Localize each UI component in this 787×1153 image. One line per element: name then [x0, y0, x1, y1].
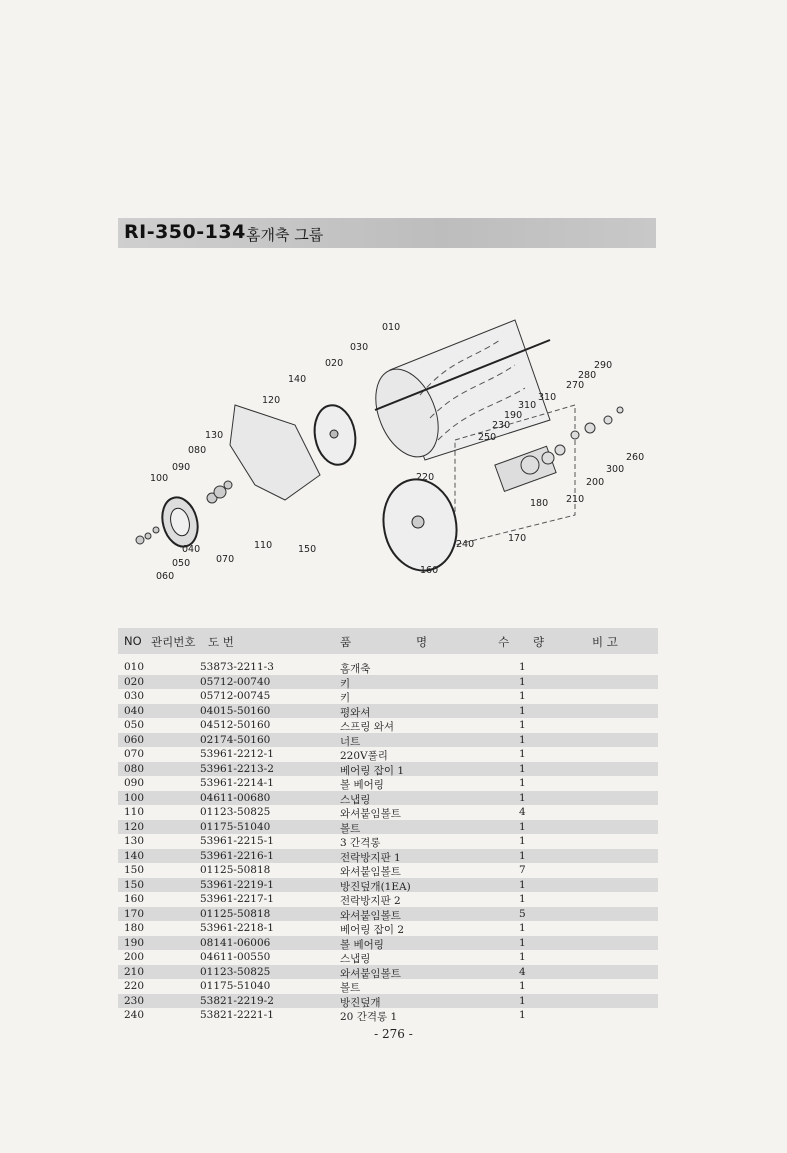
row-drawing-number: 01123-50825 [200, 965, 271, 978]
section-title-bar [118, 218, 656, 248]
disc-plate-160 [375, 473, 465, 578]
table-row [118, 950, 658, 965]
table-row [118, 907, 658, 922]
table-row [118, 892, 658, 907]
row-quantity: 1 [519, 690, 526, 702]
row-no: 060 [124, 733, 145, 746]
row-drawing-number: 01123-50825 [200, 806, 271, 818]
row-drawing-number: 01125-50818 [200, 864, 271, 876]
row-no: 110 [124, 806, 145, 818]
parts-table [118, 660, 658, 1023]
table-row [118, 1008, 658, 1023]
header-qty-2: 량 [533, 635, 545, 649]
row-part-name: 베어링 잡이 1 [340, 764, 405, 777]
row-quantity: 1 [519, 835, 526, 847]
svg-text:300: 300 [606, 464, 625, 475]
svg-text:210: 210 [566, 494, 585, 505]
svg-text:270: 270 [566, 380, 585, 391]
row-part-name: 스냅링 [340, 953, 371, 965]
row-no: 140 [124, 849, 145, 862]
row-no: 230 [124, 994, 145, 1007]
row-drawing-number: 53961-2217-1 [200, 893, 274, 905]
table-row [118, 849, 658, 864]
svg-text:010: 010 [382, 322, 401, 333]
row-no: 030 [124, 690, 145, 702]
row-no: 150 [124, 864, 145, 876]
header-mgmt-number: 관리번호 [151, 635, 196, 649]
row-part-name: 20 간격롱 1 [340, 1011, 398, 1023]
row-no: 070 [124, 748, 145, 760]
table-row [118, 979, 658, 994]
svg-text:050: 050 [172, 558, 191, 569]
row-no: 130 [124, 835, 145, 847]
row-no: 190 [124, 936, 145, 949]
row-quantity: 1 [519, 936, 526, 949]
exploded-parts-diagram [120, 300, 650, 590]
row-part-name: 전락방지판 1 [340, 851, 401, 864]
row-drawing-number: 53821-2221-1 [200, 1009, 274, 1021]
svg-text:310: 310 [538, 392, 557, 403]
row-drawing-number: 53961-2214-1 [200, 777, 274, 789]
page-number: - 276 - [374, 1027, 413, 1041]
row-no: 010 [124, 661, 145, 673]
row-drawing-number: 04512-50160 [200, 719, 271, 731]
svg-text:070: 070 [216, 554, 235, 565]
row-quantity: 1 [519, 704, 526, 717]
svg-text:130: 130 [205, 430, 224, 441]
table-row [118, 863, 658, 878]
row-quantity: 1 [519, 777, 526, 789]
row-no: 200 [124, 951, 145, 963]
group-name: 홈개축 그룹 [246, 226, 324, 244]
row-part-name: 볼트 [340, 822, 361, 835]
row-no: 240 [124, 1009, 145, 1021]
row-quantity: 1 [519, 994, 526, 1007]
table-row [118, 878, 658, 893]
row-part-name: 220V풀리 [340, 750, 388, 762]
svg-text:090: 090 [172, 462, 191, 473]
row-drawing-number: 02174-50160 [200, 733, 271, 746]
svg-text:080: 080 [188, 445, 207, 456]
row-quantity: 1 [519, 951, 526, 963]
header-qty: 수 [498, 635, 510, 649]
row-quantity: 1 [519, 820, 526, 833]
row-part-name: 와셔붙임볼트 [340, 866, 401, 878]
svg-text:250: 250 [478, 432, 497, 443]
row-part-name: 전락방지판 2 [340, 895, 401, 907]
table-row [118, 820, 658, 835]
row-quantity: 1 [519, 849, 526, 862]
table-row [118, 733, 658, 748]
row-part-name: 키 [340, 677, 351, 690]
svg-text:230: 230 [492, 420, 511, 431]
row-quantity: 1 [519, 661, 526, 673]
row-quantity: 7 [519, 864, 526, 876]
header-no: NO [124, 634, 142, 648]
table-row [118, 791, 658, 806]
row-part-name: 스냅링 [340, 793, 371, 806]
row-part-name: 볼 베어링 [340, 779, 384, 791]
table-row [118, 762, 658, 777]
row-drawing-number: 04611-00550 [200, 951, 271, 963]
row-part-name: 홈개축 [340, 663, 371, 675]
svg-text:140: 140 [288, 374, 307, 385]
svg-text:240: 240 [456, 539, 475, 550]
left-housing [230, 405, 320, 500]
row-drawing-number: 53873-2211-3 [200, 661, 274, 673]
svg-text:260: 260 [626, 452, 645, 463]
row-drawing-number: 08141-06006 [200, 936, 271, 949]
svg-text:160: 160 [420, 565, 439, 576]
group-code: RI-350-134 [124, 221, 246, 243]
row-part-name: 와셔붙임볼트 [340, 808, 401, 820]
row-no: 210 [124, 965, 145, 978]
pulley-070 [157, 493, 203, 550]
row-quantity: 1 [519, 1009, 526, 1021]
header-drawing-number: 도 번 [208, 635, 234, 649]
row-part-name: 와셔붙임볼트 [340, 967, 401, 980]
row-part-name: 볼 베어링 [340, 938, 384, 951]
row-drawing-number: 53821-2219-2 [200, 994, 274, 1007]
row-quantity: 4 [519, 965, 526, 978]
row-drawing-number: 53961-2218-1 [200, 922, 274, 934]
svg-text:120: 120 [262, 395, 281, 406]
row-part-name: 방진덮개(1EA) [340, 880, 411, 893]
row-drawing-number: 53961-2219-1 [200, 878, 274, 891]
row-quantity: 1 [519, 733, 526, 746]
svg-text:150: 150 [298, 544, 317, 555]
row-part-name: 볼트 [340, 982, 361, 994]
row-drawing-number: 53961-2216-1 [200, 849, 274, 862]
table-row [118, 921, 658, 936]
svg-text:030: 030 [350, 342, 369, 353]
svg-text:020: 020 [325, 358, 344, 369]
row-part-name: 방진덮개 [340, 996, 381, 1009]
row-quantity: 1 [519, 922, 526, 934]
row-drawing-number: 04611-00680 [200, 791, 271, 804]
table-row [118, 805, 658, 820]
row-drawing-number: 01175-51040 [200, 980, 271, 992]
row-part-name: 베어링 잡이 2 [340, 924, 405, 936]
table-row [118, 718, 658, 733]
row-drawing-number: 53961-2215-1 [200, 835, 274, 847]
svg-text:280: 280 [578, 370, 597, 381]
header-name: 명 [416, 635, 428, 649]
row-part-name: 3 간격롱 [340, 837, 381, 849]
row-quantity: 1 [519, 893, 526, 905]
row-drawing-number: 53961-2213-2 [200, 762, 274, 775]
row-drawing-number: 05712-00740 [200, 675, 271, 688]
row-quantity: 1 [519, 878, 526, 891]
row-drawing-number: 05712-00745 [200, 690, 271, 702]
row-part-name: 키 [340, 692, 351, 704]
row-drawing-number: 53961-2212-1 [200, 748, 274, 760]
row-part-name: 평와셔 [340, 706, 371, 719]
table-row [118, 965, 658, 980]
row-quantity: 4 [519, 806, 526, 818]
row-no: 160 [124, 893, 145, 905]
row-no: 180 [124, 922, 145, 934]
header-part: 품 [340, 635, 352, 649]
row-drawing-number: 01125-50818 [200, 907, 271, 920]
row-drawing-number: 01175-51040 [200, 820, 271, 833]
table-row [118, 834, 658, 849]
table-row [118, 675, 658, 690]
row-quantity: 5 [519, 907, 526, 920]
table-row [118, 747, 658, 762]
row-no: 050 [124, 719, 145, 731]
row-no: 080 [124, 762, 145, 775]
svg-text:100: 100 [150, 473, 169, 484]
row-quantity: 1 [519, 980, 526, 992]
row-part-name: 와셔붙임볼트 [340, 909, 401, 922]
svg-text:200: 200 [586, 477, 605, 488]
row-quantity: 1 [519, 762, 526, 775]
row-quantity: 1 [519, 719, 526, 731]
table-row [118, 660, 658, 675]
row-no: 100 [124, 791, 145, 804]
row-no: 220 [124, 980, 145, 992]
svg-text:170: 170 [508, 533, 527, 544]
svg-text:110: 110 [254, 540, 273, 551]
row-part-name: 너트 [340, 735, 361, 748]
table-row [118, 704, 658, 719]
row-no: 090 [124, 777, 145, 789]
table-row [118, 936, 658, 951]
row-no: 120 [124, 820, 145, 833]
row-drawing-number: 04015-50160 [200, 704, 271, 717]
row-no: 150 [124, 878, 145, 891]
disc-plate-140 [310, 402, 360, 468]
svg-text:180: 180 [530, 498, 549, 509]
svg-text:220: 220 [416, 472, 435, 483]
main-drum [364, 320, 550, 466]
table-row [118, 994, 658, 1009]
row-no: 020 [124, 675, 145, 688]
svg-text:310: 310 [518, 400, 537, 411]
row-part-name: 스프링 와셔 [340, 721, 395, 733]
table-header [118, 628, 658, 654]
svg-text:190: 190 [504, 410, 523, 421]
table-row [118, 689, 658, 704]
table-row [118, 776, 658, 791]
row-no: 040 [124, 704, 145, 717]
row-quantity: 1 [519, 748, 526, 760]
svg-text:290: 290 [594, 360, 613, 371]
row-no: 170 [124, 907, 145, 920]
row-quantity: 1 [519, 675, 526, 688]
svg-text:060: 060 [156, 571, 175, 582]
header-note: 비 고 [592, 635, 618, 649]
row-quantity: 1 [519, 791, 526, 804]
svg-text:040: 040 [182, 544, 201, 555]
